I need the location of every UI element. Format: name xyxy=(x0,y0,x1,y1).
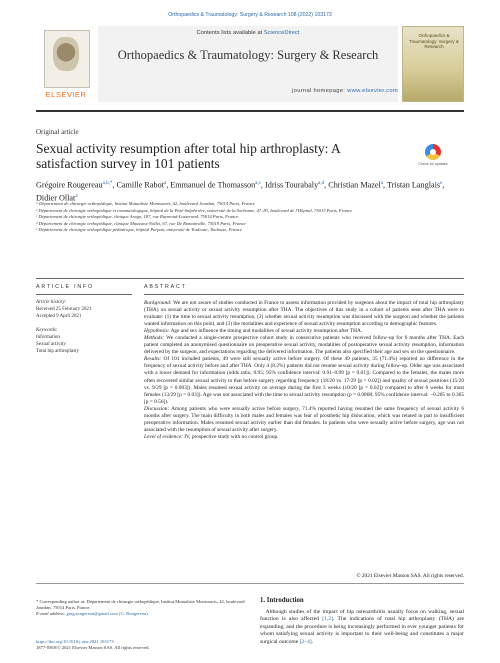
badge-label: Check for updates xyxy=(418,162,448,166)
corresponding-author: * Corresponding author at: Département de chirurgie orthopédique, Institut Mutualiste Montsouris, 42, boulevard Jourdan, 75014 Paris, France. xyxy=(36,599,245,611)
email-label: E-mail address: xyxy=(36,611,66,617)
publication-info xyxy=(36,639,246,651)
accepted-date: Accepted 9 April 2021 xyxy=(36,313,82,319)
abstract-rule xyxy=(144,294,464,295)
crossmark-icon xyxy=(425,144,441,160)
journal-header-band xyxy=(98,26,398,102)
abstract-label: Background: xyxy=(144,300,172,306)
abstract-text: We are not aware of studies conducted in France to assess information provided by surgeons about the impact of total hip arthroplasty (THA) on sexual activity or sexual activity resumption after THA. The objectives of this study in a cohort of patients seen after THA were to evaluate: (1) the time to sexual activity resumption, (2) whether sexual activity resumption was discussed with the surgeon and whether the patients wanted information on this point, and (3) the modalities and experience of sexual activity resumption according to demographic features. xyxy=(144,300,464,328)
cover-title: Orthopaedics & Traumatology: Surgery & Research xyxy=(409,33,459,49)
affiliation: ᵇ Département de chirurgie orthopédique et traumatologique, hôpital de la Pitié-Salpêtrière, université de la Sorbonne, 47–83, boulevard de l'Hôpital, 75013 Paris, France xyxy=(36,207,353,213)
introduction-text xyxy=(260,609,464,646)
abstract-label: Level of evidence: xyxy=(144,433,183,440)
journal-masthead xyxy=(36,26,464,102)
publisher-name: ELSEVIER xyxy=(45,90,87,99)
journal-cover-thumbnail xyxy=(402,26,464,102)
author-affiliation-mark[interactable]: a xyxy=(380,181,384,186)
author-affiliation-mark[interactable]: e xyxy=(440,181,443,186)
intro-text: . xyxy=(311,638,314,645)
author: Emmanuel de Thomasson xyxy=(170,180,256,190)
sciencedirect-link[interactable]: ScienceDirect xyxy=(263,30,300,36)
running-header: Orthopaedics & Traumatology: Surgery & Research 108 (2022) 103173 xyxy=(168,12,332,18)
affiliation: ᵉ Département de chirurgie orthopédique pédiatrique, hôpital Purpan, université de Toulouse, Toulouse, France xyxy=(36,227,242,233)
abstract-heading: ABSTRACT xyxy=(144,284,187,290)
contents-prefix: Contents lists available at xyxy=(196,30,264,36)
doi-link[interactable]: https://doi.org/10.1016/j.otsr.2021.103173 xyxy=(36,639,114,644)
abstract-text: Among patients who were sexually active before surgery, 71.4% reported having resumed the same frequency of sexual activity 6 months after surgery. The main difficulty in both males and females was fear of prosthetic hip dislocation, which was related in part to insufficient preoperative information. Males resumed sexual activity earlier than did females. In patients who were sexually active before surgery, age was not associated with the resumption of sexual activity after surgery. xyxy=(144,405,464,433)
author: Camille Rabot xyxy=(116,180,164,190)
homepage-prefix: journal homepage: xyxy=(292,88,348,94)
author: Christian Mazel xyxy=(328,180,381,190)
masthead-divider xyxy=(36,110,464,112)
introduction-heading: 1. Introduction xyxy=(260,597,304,604)
affiliation: ᵈ Département de chirurgie orthopédique, clinique Maussins-Nollet, 67, rue De Romainville, 75019 Paris, France xyxy=(36,220,246,226)
article-info xyxy=(36,300,132,356)
elsevier-logo xyxy=(36,26,96,102)
affiliations xyxy=(36,201,456,234)
article-info-rule xyxy=(36,294,132,295)
check-for-updates-badge[interactable] xyxy=(418,144,448,180)
author: Tristan Langlais xyxy=(386,180,441,190)
abstract-evidence xyxy=(144,434,464,441)
abstract-methods xyxy=(144,335,464,356)
abstract-label: Results: xyxy=(144,356,162,363)
corresponding-author-footnote xyxy=(36,599,246,618)
intro-text: . The indications of total hip arthroplasty (THA) are expanding, and the procedure is being increasingly performed in ever younger patients for whom satisfying sexual activity is important to their well-being and constitutes a major surgical outcome xyxy=(260,616,464,645)
author-affiliation-mark[interactable]: a,c xyxy=(255,181,261,186)
received-date: Received 25 February 2021 xyxy=(36,306,92,312)
abstract-copyright: © 2021 Elsevier Masson SAS. All rights reserved. xyxy=(356,573,464,579)
keyword: Total hip arthroplasty xyxy=(36,348,79,354)
abstract-text: IV, prospective study with no control group. xyxy=(184,433,279,440)
author: Idriss Tourabaly xyxy=(265,180,319,190)
elsevier-tree-icon xyxy=(44,30,90,88)
author: Didier Ollat xyxy=(36,193,76,203)
citation-link[interactable]: [2–4] xyxy=(299,638,312,645)
homepage-link[interactable]: www.elsevier.com xyxy=(347,88,398,94)
history-label: Article history: xyxy=(36,300,67,305)
affiliations-divider xyxy=(36,278,464,279)
citation-link[interactable]: [1,2] xyxy=(322,616,333,623)
article-info-heading: ARTICLE INFO xyxy=(36,284,94,290)
author-affiliation-mark[interactable]: a,d xyxy=(318,181,325,186)
author-list: Grégoire Rougereau$^{a,b,*}$, Camille Rabot$^a$, Emmanuel de Thomasson$^{a,c}$, Idriss Tourabaly$^{a,d}$, Christian Mazel$^a$, Tristan Langlais$^e$, Didier Ollat$^a$ xyxy=(36,180,445,203)
abstract-background xyxy=(144,300,464,328)
abstract-label: Methods: xyxy=(144,335,165,342)
abstract-label: Discussion: xyxy=(144,405,170,412)
journal-title: Orthopaedics & Traumatology: Surgery & Research xyxy=(117,48,379,62)
abstract-text: Of 101 included patients, 49 were still sexually active before surgery. Of these 49 patients, 35 (71.4%) reported no difference in the frequency of sexual activity before and after THA. Only 4 (8.2%) patients did not resume sexual activity during follow-up. Older age was associated with a lower demand for information (odds ratio, 0.95; 95% confidence interval: 0.91–0.99 [p = 0.01]). Compared to the females, the males more often recovered similar sexual activity to that before surgery regarding frequency (18/20 vs. 17/29 [p = 0.02]) and quality of sexual positions (15/20 vs. 9/29 [p = 0.003]). Males resumed sexual activity on average during the first 3 weeks (10/20 [p = 0.02]) compared to after 6 weeks for most females (13/29 [p = 0.03]). Age was not associated with the time to sexual activity resumption (p = 0.0868; 95% confidence interval: −0.205 to 0.365 [p = 0.56]). xyxy=(144,356,464,405)
affiliation: ᶜ Département de chirurgie orthopédique, clinique Arago, 187, rue Raymond-Losserand, 75014 Paris, France xyxy=(36,214,239,220)
article-title: Sexual activity resumption after total hip arthroplasty: A satisfaction survey in 101 patients xyxy=(36,141,341,171)
intro-text: Although studies of the impact of hip osteoarthritis usually focus on walking, sexual function is also affected xyxy=(260,609,464,623)
abstract-end-rule xyxy=(36,583,464,584)
keyword: Information xyxy=(36,335,60,341)
author-affiliation-mark[interactable]: a xyxy=(163,181,167,186)
journal-homepage xyxy=(98,88,398,94)
author: Grégoire Rougereau xyxy=(36,180,103,190)
rights-line: 1877-0568/© 2021 Elsevier Masson SAS. All rights reserved. xyxy=(36,645,150,651)
abstract-body xyxy=(144,300,464,441)
abstract-discussion xyxy=(144,406,464,434)
author-affiliation-mark[interactable]: a,b,* xyxy=(102,181,113,186)
keyword: Sexual activity xyxy=(36,341,66,347)
contents-line xyxy=(98,30,398,36)
abstract-results xyxy=(144,356,464,405)
abstract-label: Hypothesis: xyxy=(144,328,170,335)
affiliation: ᵃ Département de chirurgie orthopédique, Institut Mutualiste Montsouris, 42, boulevard Jourdan, 75014 Paris, France xyxy=(36,201,255,206)
article-type: Original article xyxy=(36,128,79,136)
email-link[interactable]: greg.rougereau@gmail.com (G. Rougereau). xyxy=(66,611,149,617)
abstract-text: We conducted a single-centre prospective cohort study in consecutive patients who received follow-up for 6 months after THA. Each patient completed an anonymised questionnaire on preoperative sexual activity, modalities of postoperative sexual activity resumption, information delivered by the surgeon, and expectations regarding the delivered information. The patients also specified their age and sex on the questionnaire. xyxy=(144,335,464,356)
keywords-label: Keywords: xyxy=(36,328,58,334)
author-affiliation-mark[interactable]: a xyxy=(75,193,78,199)
abstract-text: Age and sex influence the timing and modalities of sexual activity resumption after THA. xyxy=(170,328,363,335)
